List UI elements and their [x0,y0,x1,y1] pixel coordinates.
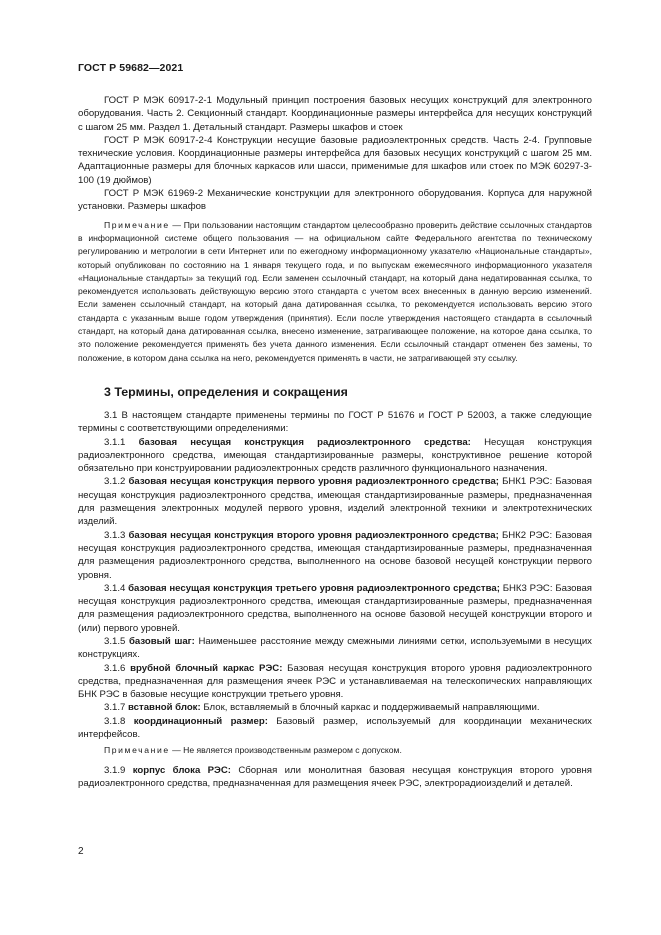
term-number: 3.1.2 [104,476,129,488]
page-header: ГОСТ Р 59682—2021 [78,62,184,74]
term-number: 3.1.6 [104,662,131,674]
term-number: 3.1.9 [104,764,133,776]
term-number: 3.1.1 [104,436,139,448]
term-definition [78,662,592,702]
section-intro: 3.1 В настоящем стандарте применены термины по ГОСТ Р 51676 и ГОСТ Р 52003, а также следующие термины с соответствующими определениями: [78,409,592,435]
note-label: Примечание [104,219,170,230]
term-name: корпус блока РЭС: [132,764,231,776]
reference-entry: ГОСТ Р МЭК 61969-2 Механические конструкции для электронного оборудования. Корпуса для наружной установки. Размеры шкафов [78,188,592,213]
term-number: 3.1.3 [104,529,129,541]
term-number: 3.1.7 [104,702,129,714]
note-paragraph [78,219,592,365]
note-text: — При пользовании настоящим стандартом целесообразно проверить действие ссылочных стандартов в информационной системе общего пользования — на официальном сайте Федерального агентства по техническому регулированию и метрологии в сети Интернет или по ежегодному информационному указателю «Национальные стандарты», который опубликован по состоянию на 1 января текущего года, и по выпускам ежемесячного информационного указателя «Национальные стандарты» за текущий год. Если заменен ссылочный стандарт, на который дана недатированная ссылка, то рекомендуется использовать действующую версию этого стандарта с учетом всех внесенных в данную версию изменений. Если заменен ссылочный стандарт, на который дана датированная ссылка, то рекомендуется использовать версию этого стандарта с указанным выше годом утверждения (принятия). Если после утверждения настоящего стандарта в ссылочный стандарт, на который дана датированная ссылка, внесено изменение, затрагивающее положение, на которое дана ссылка, то это положение рекомендуется применять без учета данного изменения. Если ссылочный стандарт отменен без замены, то положение, в котором дана ссылка на него, рекомендуется применять в части, не затрагивающей эту ссылку. [78,219,592,363]
term-text: Наименьшее расстояние между смежными линиями сетки, используемыми в несущих конструкциях. [78,635,592,661]
term-name: координационный размер: [133,715,268,727]
term-name: базовая несущая конструкция второго уровня радиоэлектронного средства; [128,529,499,541]
term-definition [78,529,592,582]
term-name: базовый шаг: [128,635,195,647]
term-text: БНК1 РЭС: Базовая несущая конструкция радиоэлектронного средства, имеющая стандартизированные размеры, предназначенная для размещения электронных модулей первого уровня, изделий электронной техники и электротехнических изделий. [78,476,593,528]
term-name: вставной блок: [128,702,201,714]
term-definition [78,635,592,662]
term-name: базовая несущая конструкция радиоэлектронного средства: [138,436,471,448]
term-text: Блок, вставляемый в блочный каркас и поддерживаемый направляющими. [200,702,540,714]
term-text: БНК2 РЭС: Базовая несущая конструкция радиоэлектронного средства, имеющая стандартизированные размеры, предназначенная для размещения радиоэлектронного средства, выполненного на основе базовой несущей конструкции первого уровня. [78,529,592,581]
term-name: базовая несущая конструкция первого уровня радиоэлектронного средства; [128,476,500,488]
page-content [78,94,592,790]
term-text: Сборная или монолитная базовая несущая конструкция второго уровня радиоэлектронного средства, предназначенная для размещения ячеек РЭС, электрорадиоизделий и деталей. [78,764,592,789]
term-number: 3.1.4 [104,582,129,594]
term-definition [78,764,592,791]
term-name: базовая несущая конструкция третьего уровня радиоэлектронного средства; [128,582,500,594]
section-heading: 3 Термины, определения и сокращения [104,384,348,399]
term-number: 3.1.8 [104,715,134,727]
term-text: Несущая конструкция радиоэлектронного средства, имеющая стандартизированные размеры, конструктивное решение которой обязательно при конструировании радиоэлектронных средств различного функционального назначения. [78,436,592,475]
reference-entry: ГОСТ Р МЭК 60917-2-1 Модульный принцип построения базовых несущих конструкций для электронного оборудования. Часть 2. Секционный стандарт. Координационные размеры интерфейса для несущих конструкций с шагом 25 мм. Раздел 1. Детальный стандарт. Размеры шкафов и стоек [78,95,592,133]
page-number: 2 [78,846,84,857]
term-number: 3.1.5 [104,635,129,647]
term-definition [78,582,592,635]
term-definition [78,475,592,528]
term-definition [78,436,592,476]
term-text: Базовая несущая конструкция второго уровня радиоэлектронного средства, предназначенная для размещения ячеек РЭС и устанавливаемая на телескопических направляющих БНК РЭС в базовые несущие конструкции третьего уровня. [78,662,592,701]
note-paragraph [78,744,592,757]
reference-entry: ГОСТ Р МЭК 60917-2-4 Конструкции несущие базовые радиоэлектронных средств. Часть 2-4. Групповые технические условия. Координационные размеры интерфейса для базовых несущих конструкций с шагом 25 мм. Адаптационные размеры для блочных каркасов или шасси, применимые для шкафов или стоек по МЭК 60297-3-100 (19 дюймов) [78,134,592,186]
term-definition [78,701,592,714]
note-text: — Не является производственным размером с допуском. [169,745,402,756]
term-text: Базовый размер, используемый для координации механических интерфейсов. [78,715,592,741]
term-definition [78,715,592,742]
note-label: Примечание [104,745,170,756]
term-name: врубной блочный каркас РЭС: [130,662,283,674]
term-text: БНК3 РЭС: Базовая несущая конструкция радиоэлектронного средства, имеющая стандартизированные размеры, предназначенная для размещения радиоэлектронного средства, выполненного на основе базовой несущей конструкции второго и (или) первого уровней. [78,582,592,634]
